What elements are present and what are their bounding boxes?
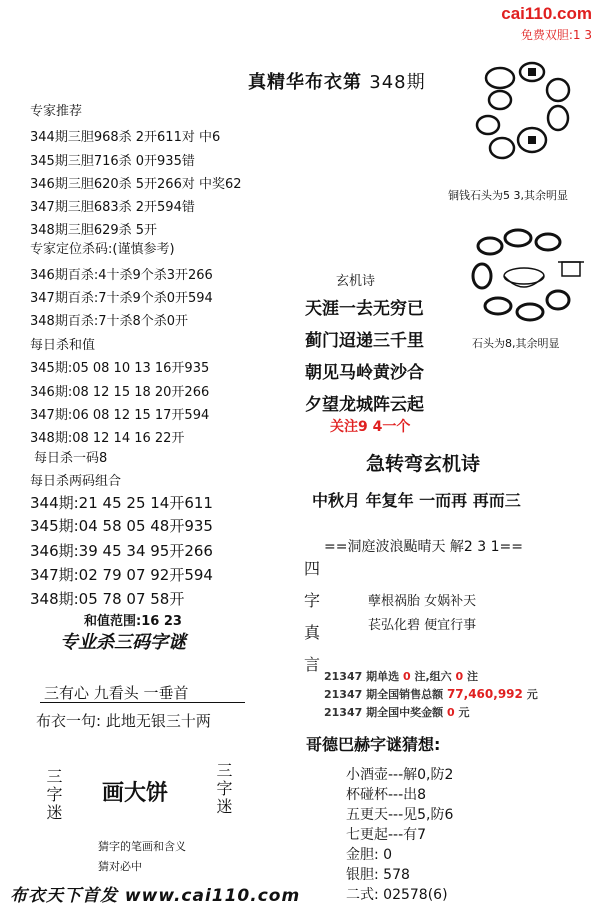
stat-value: 0 bbox=[446, 706, 455, 719]
stat-tail: 元 bbox=[526, 688, 538, 701]
poem-line: 蓟门迢递三千里 bbox=[305, 331, 424, 351]
page-title bbox=[248, 68, 426, 94]
stat-value: 0 bbox=[402, 670, 411, 683]
divider bbox=[40, 702, 245, 703]
title-text: 真精华布衣第 bbox=[248, 72, 362, 93]
expert-line: 344期三胆968杀 2开611对 中6 bbox=[30, 130, 221, 145]
turn-title: 急转弯玄机诗 bbox=[366, 453, 481, 475]
stat-tail: 元 bbox=[458, 706, 470, 719]
expert-heading: 专家推荐 bbox=[30, 104, 83, 119]
expert-line: 346期三胆620杀 5开266对 中奖62 bbox=[30, 177, 242, 192]
stat-extra: 注,组六 bbox=[414, 670, 452, 683]
site-logo-text: cai110.com bbox=[501, 4, 592, 23]
position-kill-line: 346期百杀:4十杀9个杀3开266 bbox=[30, 268, 213, 283]
position-kill-heading: 专家定位杀码:(谨慎参考) bbox=[30, 242, 175, 257]
footer-watermark: 布衣天下首发 www.cai110.com bbox=[10, 886, 301, 906]
poem-line: 夕望龙城阵云起 bbox=[305, 395, 424, 415]
riddle-label-right: 三字迷 bbox=[214, 762, 233, 816]
goldbach-line: 杯碰杯---出8 bbox=[346, 787, 427, 803]
stat-value: 0 bbox=[455, 670, 464, 683]
goldbach-line: 二式: 02578(6) bbox=[346, 887, 448, 903]
riddle-note-2: 猜对必中 bbox=[98, 860, 142, 873]
riddle-title: 专业杀三码字谜 bbox=[60, 632, 186, 653]
daily-two-line: 348期:05 78 07 58开 bbox=[30, 590, 185, 608]
expert-line: 348期三胆629杀 5开 bbox=[30, 223, 158, 238]
stone-ring-illustration bbox=[470, 226, 590, 326]
four-char-3: 真 bbox=[304, 623, 321, 642]
four-char-4: 言 bbox=[304, 655, 321, 674]
stat-prize bbox=[324, 704, 469, 720]
stat-label: 21347 期单选 bbox=[324, 670, 400, 683]
title-issue: 348期 bbox=[369, 72, 426, 93]
daily-sum-line: 347期:06 08 12 15 17开594 bbox=[30, 408, 210, 423]
goldbach-line: 金胆: 0 bbox=[346, 847, 393, 863]
stat-label: 21347 期全国销售总额 bbox=[324, 688, 444, 701]
poem-line: 朝见马岭黄沙合 bbox=[305, 363, 424, 383]
four-line-1: 孽根祸胎 女娲补天 bbox=[368, 594, 477, 609]
coin-caption: 铜钱石头为5 3,其余明显 bbox=[448, 189, 568, 202]
daily-two-heading: 每日杀两码组合 bbox=[30, 474, 122, 489]
goldbach-line: 七更起---有7 bbox=[346, 827, 427, 843]
goldbach-line: 银胆: 578 bbox=[346, 867, 410, 883]
riddle-center: 画大饼 bbox=[102, 781, 169, 806]
riddle-line-2: 布衣一句: 此地无银三十两 bbox=[36, 712, 211, 730]
dongting-line: ==洞庭波浪颭晴天 解2 3 1== bbox=[324, 539, 523, 555]
riddle-note-1: 猜字的笔画和含义 bbox=[98, 840, 186, 853]
goldbach-line: 五更天---见5,防6 bbox=[346, 807, 454, 823]
daily-two-line: 345期:04 58 05 48开935 bbox=[30, 517, 213, 535]
riddle-line-1: 三有心 九看头 一垂首 bbox=[44, 684, 189, 702]
stat-label: 21347 期全国中奖金额 bbox=[324, 706, 444, 719]
position-kill-line: 347期百杀:7十杀9个杀0开594 bbox=[30, 291, 213, 306]
poem-line: 天涯一去无穷已 bbox=[305, 299, 424, 319]
position-kill-line: 348期百杀:7十杀8个杀0开 bbox=[30, 314, 189, 329]
daily-two-line: 344期:21 45 25 14开611 bbox=[30, 494, 213, 512]
daily-sum-heading: 每日杀和值 bbox=[30, 338, 96, 353]
goldbach-heading: 哥德巴赫字谜猜想: bbox=[306, 735, 441, 754]
daily-kill-one: 每日杀一码8 bbox=[34, 451, 108, 466]
daily-sum-line: 345期:05 08 10 13 16开935 bbox=[30, 361, 210, 376]
stat-single bbox=[324, 668, 478, 684]
expert-line: 345期三胆716杀 0开935错 bbox=[30, 154, 195, 169]
goldbach-line: 小酒壶---解0,防2 bbox=[346, 767, 454, 783]
stat-tail: 注 bbox=[466, 670, 478, 683]
poem-heading: 玄机诗 bbox=[336, 274, 376, 289]
free-picks-label: 免费双胆:1 3 bbox=[520, 28, 592, 42]
stat-value: 77,460,992 bbox=[446, 687, 523, 701]
four-char-2: 字 bbox=[304, 591, 321, 610]
four-char-1: 四 bbox=[304, 559, 321, 578]
turn-line: 中秋月 年复年 一而再 再而三 bbox=[312, 491, 521, 510]
riddle-label-left: 三字迷 bbox=[44, 768, 63, 822]
stone-caption: 石头为8,其余明显 bbox=[472, 337, 560, 350]
daily-sum-line: 346期:08 12 15 18 20开266 bbox=[30, 385, 210, 400]
coin-stone-illustration bbox=[470, 60, 580, 180]
daily-two-line: 346期:39 45 34 95开266 bbox=[30, 542, 213, 560]
stat-sales bbox=[324, 686, 538, 702]
daily-two-line: 347期:02 79 07 92开594 bbox=[30, 566, 213, 584]
daily-sum-line: 348期:08 12 14 16 22开 bbox=[30, 431, 185, 446]
sum-range: 和值范围:16 23 bbox=[84, 614, 182, 629]
expert-line: 347期三胆683杀 2开594错 bbox=[30, 200, 195, 215]
focus-note: 关注9 4一个 bbox=[330, 419, 411, 435]
four-line-2: 苌弘化碧 便宜行事 bbox=[368, 618, 477, 633]
